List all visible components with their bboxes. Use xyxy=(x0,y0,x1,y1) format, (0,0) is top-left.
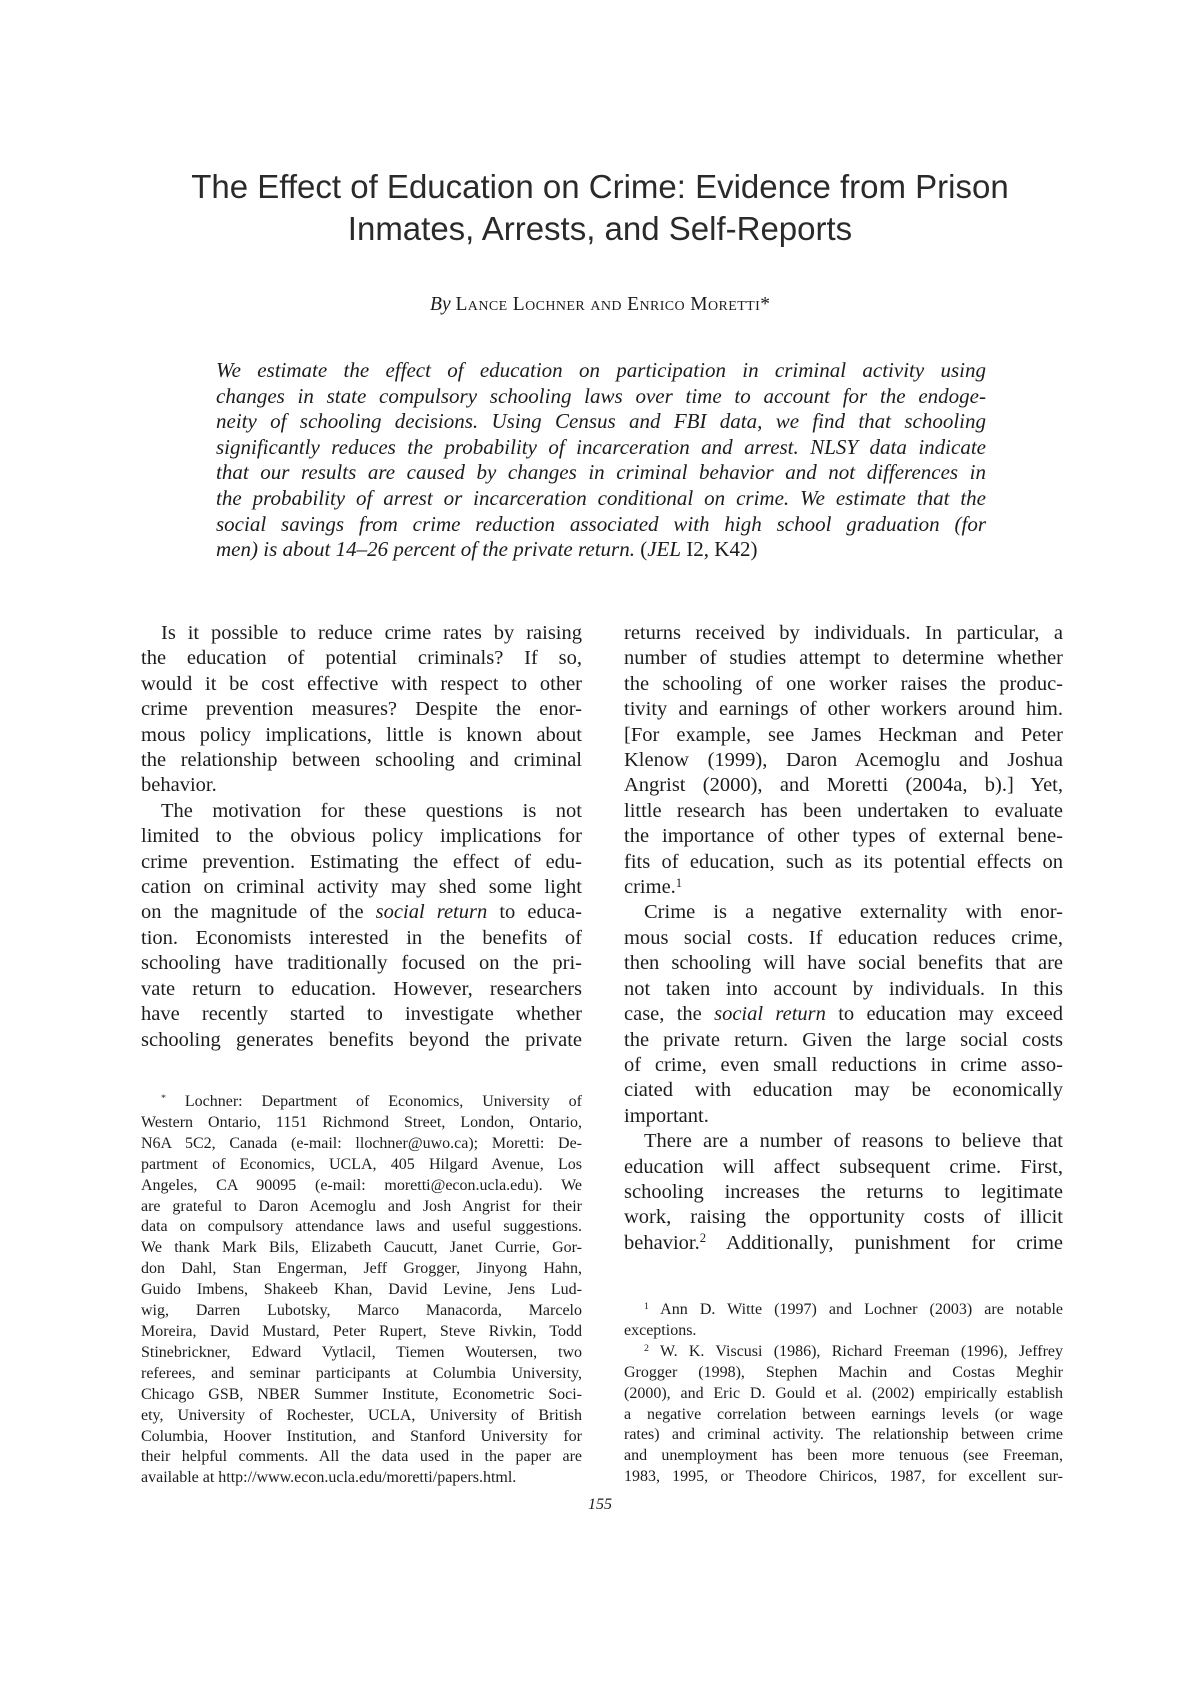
text-line: $^1$ Ann D. Witte (1997) and Lochner (2003) are notable xyxy=(644,1301,1063,1318)
text-line: $^2$ W. K. Viscusi (1986), Richard Freeman (1996), Jeffrey xyxy=(644,1342,1063,1360)
text-line: cation on criminal activity may shed some light xyxy=(141,876,582,899)
text-line: their helpful comments. All the data used in the paper are xyxy=(141,1448,582,1466)
body-paragraph xyxy=(624,900,1063,1129)
text-line: ety, University of Rochester, UCLA, University of British xyxy=(141,1406,582,1424)
text-line: We estimate the effect of education on participation in criminal activity using xyxy=(216,358,986,382)
body-paragraph xyxy=(141,621,582,799)
text-line: case, the social return to education may exceed xyxy=(624,1003,1063,1026)
text-line: on the magnitude of the social return to educa- xyxy=(141,901,582,924)
text-line: the education of potential criminals? If so, xyxy=(141,647,582,670)
text-line: little research has been undertaken to evaluate xyxy=(624,799,1063,822)
text-line: Is it possible to reduce crime rates by raising xyxy=(161,622,582,644)
footnote-marker: 2 xyxy=(699,1231,707,1246)
text-line: work, raising the opportunity costs of illicit xyxy=(624,1206,1063,1229)
text-line: then schooling will have social benefits that are xyxy=(624,952,1063,975)
text-line: tion. Economists interested in the benefits of xyxy=(141,926,582,949)
text-line: Angrist (2000), and Moretti (2004a, b).] Yet, xyxy=(624,774,1063,797)
text-line: There are a number of reasons to believe that xyxy=(644,1130,1063,1153)
text-line: * Lochner: Department of Economics, University of xyxy=(161,1093,582,1110)
text-line: [For example, see James Heckman and Peter xyxy=(624,723,1063,746)
text-line: neity of schooling decisions. Using Census and FBI data, we find that schooling xyxy=(216,409,986,434)
abstract-paragraph xyxy=(216,358,986,563)
text-line: crime prevention. Estimating the effect of edu- xyxy=(141,850,582,873)
text-line: crime.$^1$ xyxy=(624,875,683,899)
text-line: behavior. xyxy=(141,774,217,797)
text-line: Chicago GSB, NBER Summer Institute, Econometric Soci- xyxy=(141,1385,582,1403)
text-line: and unemployment has been more tenuous (see Freeman, xyxy=(624,1447,1063,1465)
roman-text: I2, K42) xyxy=(681,537,758,562)
text-line: schooling generates benefits beyond the private xyxy=(141,1028,582,1051)
text-line: limited to the obvious policy implications for xyxy=(141,825,582,848)
text-line: Angeles, CA 90095 (e-mail: moretti@econ.ucla.edu). We xyxy=(141,1176,582,1194)
byline xyxy=(0,292,1200,318)
page-number: 155 xyxy=(588,1496,612,1513)
abstract xyxy=(216,358,986,563)
text-line: the relationship between schooling and criminal xyxy=(141,749,582,772)
text-line: exceptions. xyxy=(624,1321,697,1339)
text-line: the private return. Given the large social costs xyxy=(624,1028,1063,1051)
text-line: mous social costs. If education reduces crime, xyxy=(624,926,1063,949)
text-line: referees, and seminar participants at Columbia University, xyxy=(141,1364,582,1382)
text-line: Grogger (1998), Stephen Machin and Costas Meghir xyxy=(624,1363,1063,1381)
text-line: The motivation for these questions is not xyxy=(161,799,582,822)
author-footnote-marker: * xyxy=(760,294,770,315)
text-line: the probability of arrest or incarceration conditional on crime. We estimate that the xyxy=(216,485,986,510)
body-paragraph xyxy=(624,621,1063,900)
body-column-left xyxy=(141,621,582,1053)
text-line: a negative correlation between earnings levels (or wage xyxy=(624,1405,1063,1423)
text-line: behavior.$^2$ Additionally, punishment for crime xyxy=(624,1231,1063,1254)
text-line: have recently started to investigate whether xyxy=(141,1003,582,1026)
text-line: ciated with education may be economically xyxy=(624,1079,1063,1102)
text-line: rates) and criminal activity. The relationship between crime xyxy=(624,1426,1063,1444)
text-line: social savings from crime reduction associated with high school graduation (for xyxy=(216,511,986,536)
text-line: N6A 5C2, Canada (e-mail: llochner@uwo.ca); Moretti: De- xyxy=(141,1134,582,1152)
footnotes-right xyxy=(624,1300,1063,1488)
text-line: number of studies attempt to determine whether xyxy=(624,647,1063,670)
text-line: vate return to education. However, researchers xyxy=(141,977,582,1000)
text-line: Guido Imbens, Shakeeb Khan, David Levine, Jens Lud- xyxy=(141,1281,582,1299)
text-line: Western Ontario, 1151 Richmond Street, London, Ontario, xyxy=(141,1113,582,1131)
text-line: Stinebrickner, Edward Vytlacil, Tiemen Woutersen, two xyxy=(141,1343,582,1361)
paper-title xyxy=(0,166,1200,250)
body-paragraph xyxy=(141,799,582,1053)
text-line: men) is about 14–26 percent of the private return. (JEL I2, K42) xyxy=(216,537,758,562)
text-line: education will affect subsequent crime. First, xyxy=(624,1155,1063,1178)
text-line: 1983, 1995, or Theodore Chiricos, 1987, for excellent sur- xyxy=(624,1468,1063,1486)
text-line: significantly reduces the probability of incarceration and arrest. NLSY data indicate xyxy=(216,434,986,459)
text-line: that our results are caused by changes in criminal behavior and not differences in xyxy=(216,460,986,485)
text-line: are grateful to Daron Acemoglu and Josh Angrist for their xyxy=(141,1197,582,1215)
footnote xyxy=(141,1092,582,1489)
footnote-marker: 1 xyxy=(644,1301,649,1313)
text-line: don Dahl, Stan Engerman, Jeff Grogger, Jinyong Hahn, xyxy=(141,1260,582,1278)
text-line: of crime, even small reductions in crime asso- xyxy=(624,1053,1063,1076)
footnotes-left xyxy=(141,1092,582,1489)
roman-text: ( xyxy=(640,537,648,562)
text-line: important. xyxy=(624,1104,709,1127)
footnote-marker: * xyxy=(161,1093,166,1105)
text-line: crime prevention measures? Despite the enor- xyxy=(141,698,582,721)
title-line-1: The Effect of Education on Crime: Evidence from Prison xyxy=(191,168,1009,205)
text-line: schooling increases the returns to legitimate xyxy=(624,1180,1063,1203)
footnote xyxy=(624,1342,1063,1488)
text-line: the schooling of one worker raises the produc- xyxy=(624,672,1063,695)
italic-text: social return xyxy=(375,901,488,924)
text-line: We thank Mark Bils, Elizabeth Caucutt, Janet Currie, Gor- xyxy=(141,1239,582,1257)
byline-prefix: By xyxy=(430,294,451,315)
text-line: fits of education, such as its potential effects on xyxy=(624,850,1063,873)
footnote-marker: 2 xyxy=(644,1342,649,1354)
text-line: tivity and earnings of other workers around him. xyxy=(624,698,1063,721)
text-line: schooling have traditionally focused on the pri- xyxy=(141,952,582,975)
text-line: changes in state compulsory schooling laws over time to account for the endoge- xyxy=(216,383,986,408)
text-line: available at http://www.econ.ucla.edu/moretti/papers.html. xyxy=(141,1469,517,1487)
text-line: wig, Darren Lubotsky, Marco Manacorda, Marcelo xyxy=(141,1302,582,1320)
title-line-2: Inmates, Arrests, and Self-Reports xyxy=(347,210,853,247)
text-line: would it be cost effective with respect to other xyxy=(141,672,582,695)
text-line: mous policy implications, little is known about xyxy=(141,723,582,746)
text-line: Columbia, Hoover Institution, and Stanford University for xyxy=(141,1427,582,1445)
text-line: (2000), and Eric D. Gould et al. (2002) empirically establish xyxy=(624,1384,1063,1402)
footnote-marker: 1 xyxy=(675,875,683,890)
text-line: Klenow (1999), Daron Acemoglu and Joshua xyxy=(624,749,1063,772)
body-paragraph xyxy=(624,1129,1063,1256)
text-line: the importance of other types of external bene- xyxy=(624,825,1063,848)
body-column-right xyxy=(624,621,1063,1256)
italic-text: social return xyxy=(714,1003,826,1026)
footnote xyxy=(624,1300,1063,1342)
text-line: Crime is a negative externality with enor- xyxy=(644,901,1063,924)
text-line: not taken into account by individuals. In this xyxy=(624,977,1063,1000)
text-line: data on compulsory attendance laws and useful suggestions. xyxy=(141,1218,582,1236)
text-line: Moreira, David Mustard, Peter Rupert, Steve Rivkin, Todd xyxy=(141,1322,582,1340)
byline-authors: Lance Lochner and Enrico Moretti xyxy=(455,294,761,315)
text-line: returns received by individuals. In particular, a xyxy=(624,622,1063,644)
text-line: partment of Economics, UCLA, 405 Hilgard Avenue, Los xyxy=(141,1155,582,1173)
